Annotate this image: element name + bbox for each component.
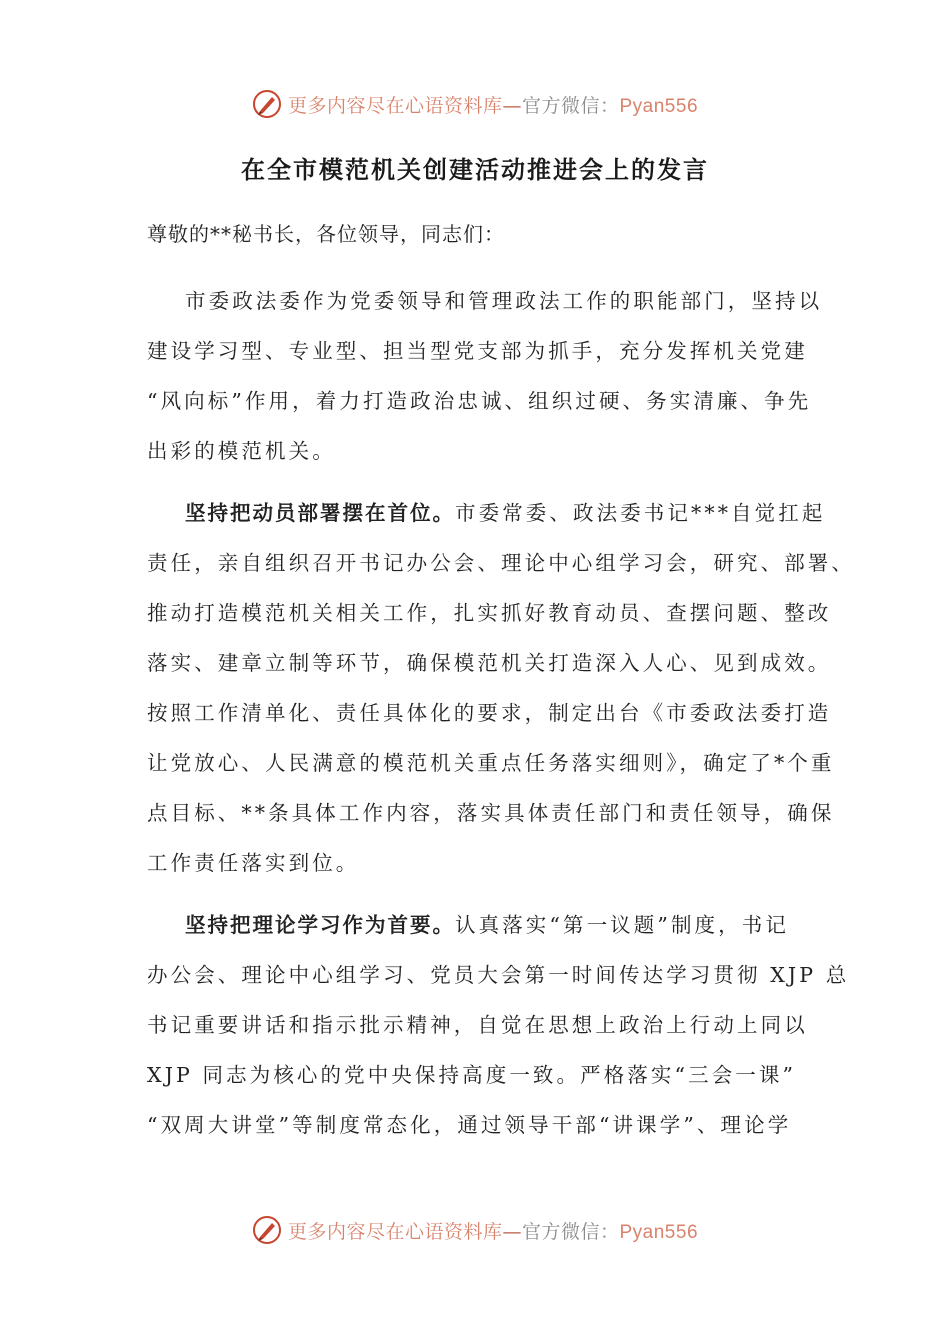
paragraph-line-text: 建设学习型、专业型、担当型党支部为抓手，充分发挥机关党建 [147, 339, 808, 363]
paragraph-line-text: 出彩的模范机关。 [147, 439, 336, 463]
banner-wechat-label: 官方微信： [521, 94, 620, 117]
paragraph-line-text: 推动打造模范机关相关工作，扎实抓好教育动员、查摆问题、整改 [147, 601, 832, 625]
pen-logo-icon [252, 1215, 282, 1245]
paragraph [147, 488, 855, 888]
paragraph-line [147, 900, 807, 950]
paragraph-line [147, 838, 807, 888]
paragraph-line-text: 书记重要讲话和指示批示精神，自觉在思想上政治上行动上同以 [147, 1013, 808, 1037]
paragraph-line-text: “风向标”作用，着力打造政治忠诚、组织过硬、务实清廉、争先 [147, 389, 812, 413]
paragraph-line [147, 1100, 807, 1150]
banner-text [288, 91, 698, 118]
paragraph-line-text: 按照工作清单化、责任具体化的要求，制定出台《市委政法委打造 [147, 701, 832, 725]
paragraph-line [147, 688, 832, 738]
paragraph [147, 900, 850, 1150]
banner-wechat-label: 官方微信： [521, 1220, 620, 1243]
paragraph-line [147, 1000, 807, 1050]
paragraph-line [147, 376, 812, 426]
paragraph-line-text: 市委常委、政法委书记***自觉扛起 [455, 501, 826, 525]
paragraph-line-text: 认真落实“第一议题”制度，书记 [455, 913, 789, 937]
paragraph-gap [147, 476, 807, 488]
document-body [147, 276, 855, 1150]
banner-main-text: 更多内容尽在心语资料库 [287, 1220, 503, 1243]
document-title: 在全市模范机关创建活动推进会上的发言 [241, 155, 709, 184]
paragraph-line-text: 办公会、理论中心组学习、党员大会第一时间传达学习贯彻 XJP 总 [147, 963, 850, 987]
banner-text [288, 1217, 698, 1244]
paragraph-line-text: 责任，亲自组织召开书记办公会、理论中心组学习会，研究、部署、 [147, 551, 855, 575]
paragraph-line [147, 638, 832, 688]
pen-logo-icon [252, 89, 282, 119]
paragraph-line-text: 工作责任落实到位。 [147, 851, 360, 875]
paragraph-line [147, 788, 835, 838]
paragraph-line [147, 538, 855, 588]
paragraph-line [147, 276, 823, 326]
paragraph [147, 276, 823, 476]
paragraph-line-text: 落实、建章立制等环节，确保模范机关打造深入人心、见到成效。 [147, 651, 832, 675]
banner-dash: — [502, 94, 522, 117]
banner-wechat-id: Pyan556 [619, 1221, 699, 1243]
paragraph-lead: 坚持把理论学习作为首要。 [185, 913, 455, 937]
banner-wechat-id: Pyan556 [619, 95, 699, 117]
salutation: 尊敬的**秘书长，各位领导，同志们： [147, 222, 505, 246]
banner-dash: — [502, 1220, 522, 1243]
paragraph-line [147, 588, 832, 638]
paragraph-line-text: 让党放心、人民满意的模范机关重点任务落实细则》，确定了*个重 [147, 751, 835, 775]
paragraph-line [147, 326, 807, 376]
footer-banner [0, 1210, 950, 1250]
paragraph-line-text: XJP 同志为核心的党中央保持高度一致。严格落实“三会一课” [147, 1063, 797, 1087]
paragraph-line [147, 1050, 807, 1100]
banner-main-text: 更多内容尽在心语资料库 [287, 94, 503, 117]
paragraph-line-text: 市委政法委作为党委领导和管理政法工作的职能部门，坚持以 [185, 289, 823, 313]
paragraph-lead: 坚持把动员部署摆在首位。 [185, 501, 455, 525]
paragraph-line [147, 950, 850, 1000]
paragraph-gap [147, 888, 807, 900]
paragraph-line [147, 738, 835, 788]
paragraph-line [147, 426, 807, 476]
paragraph-line-text: 点目标、**条具体工作内容，落实具体责任部门和责任领导，确保 [147, 801, 835, 825]
header-banner [0, 84, 950, 124]
paragraph-line-text: “双周大讲堂”等制度常态化，通过领导干部“讲课学”、理论学 [147, 1113, 792, 1137]
paragraph-line [147, 488, 826, 538]
